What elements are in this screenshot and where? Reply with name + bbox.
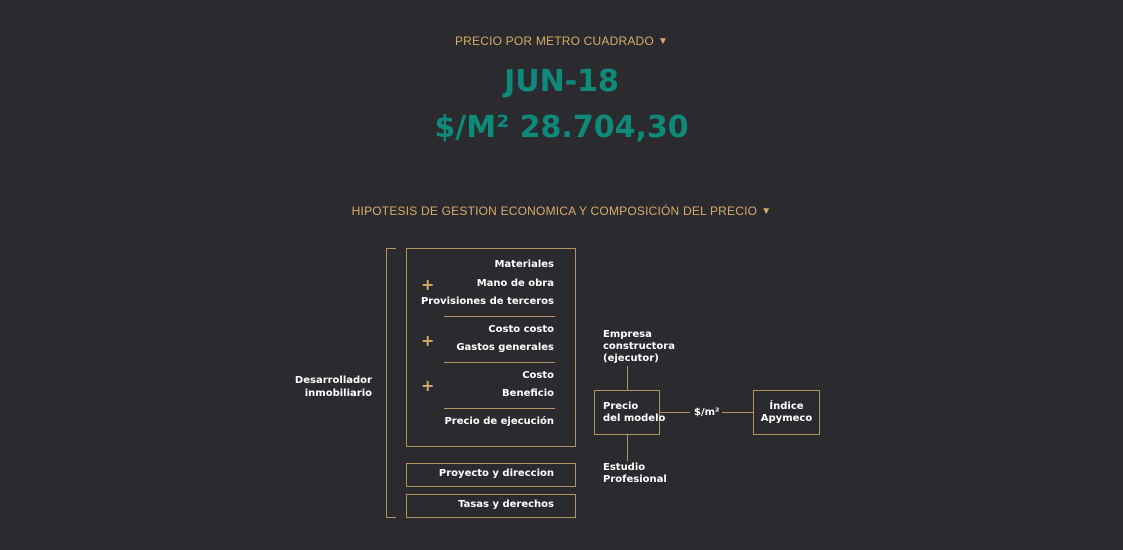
constructor-line2: constructora: [603, 341, 675, 352]
cost-item: Materiales: [494, 259, 554, 270]
price-per-m2-toggle[interactable]: [0, 34, 1123, 48]
price-per-m2-toggle-label: PRECIO POR METRO CUADRADO: [454, 34, 654, 48]
sum-divider: [444, 362, 555, 363]
unit-connector-right: [722, 412, 753, 413]
execution-price: Precio de ejecución: [444, 416, 554, 427]
sum-divider: [444, 316, 555, 317]
cost-item: Mano de obra: [476, 278, 554, 289]
cost-item: Costo: [522, 370, 554, 381]
bracket-bottom-tick: [386, 517, 396, 518]
studio-line1: Estudio: [603, 462, 646, 473]
period-date: JUN-18: [504, 64, 619, 99]
cost-item: Provisiones de terceros: [420, 296, 554, 307]
studio-line2: Profesional: [603, 474, 667, 485]
cost-item: Costo costo: [488, 324, 554, 335]
constructor-label: [603, 329, 675, 365]
index-line1: Índice: [769, 401, 804, 412]
chevron-down-icon: ▼: [761, 206, 772, 217]
constructor-line3: (ejecutor): [603, 353, 659, 364]
developer-label-line2: inmobiliario: [304, 388, 372, 399]
plus-icon: +: [421, 376, 435, 395]
model-price-label: [603, 401, 665, 425]
developer-bracket: [386, 248, 387, 518]
plus-icon: +: [421, 275, 435, 294]
index-label: [753, 401, 820, 425]
project-box-label: Proyecto y direccion: [438, 468, 554, 479]
unit-connector-left: [660, 412, 690, 413]
constructor-line1: Empresa: [603, 329, 652, 340]
developer-label-line1: Desarrollador: [294, 375, 372, 386]
price-composition-toggle-label: HIPOTESIS DE GESTION ECONOMICA Y COMPOSICIÓN DEL PRECIO: [351, 204, 758, 218]
chevron-down-icon: ▼: [657, 36, 669, 47]
price-per-m2-value: $/M² 28.704,30: [434, 110, 689, 145]
studio-label: [603, 462, 667, 486]
index-line2: Apymeco: [760, 413, 813, 424]
sum-divider: [444, 408, 555, 409]
model-price-line1: Precio: [603, 401, 639, 412]
unit-label: $/m²: [694, 407, 720, 418]
plus-icon: +: [421, 331, 435, 350]
developer-label: [280, 374, 372, 400]
constructor-connector: [627, 366, 628, 390]
model-price-line2: del modelo: [603, 413, 666, 424]
fees-box-label: Tasas y derechos: [458, 499, 554, 510]
studio-connector: [627, 435, 628, 461]
cost-item: Beneficio: [502, 388, 554, 399]
cost-item: Gastos generales: [456, 342, 554, 353]
price-composition-toggle[interactable]: [0, 204, 1123, 218]
bracket-top-tick: [386, 248, 396, 249]
